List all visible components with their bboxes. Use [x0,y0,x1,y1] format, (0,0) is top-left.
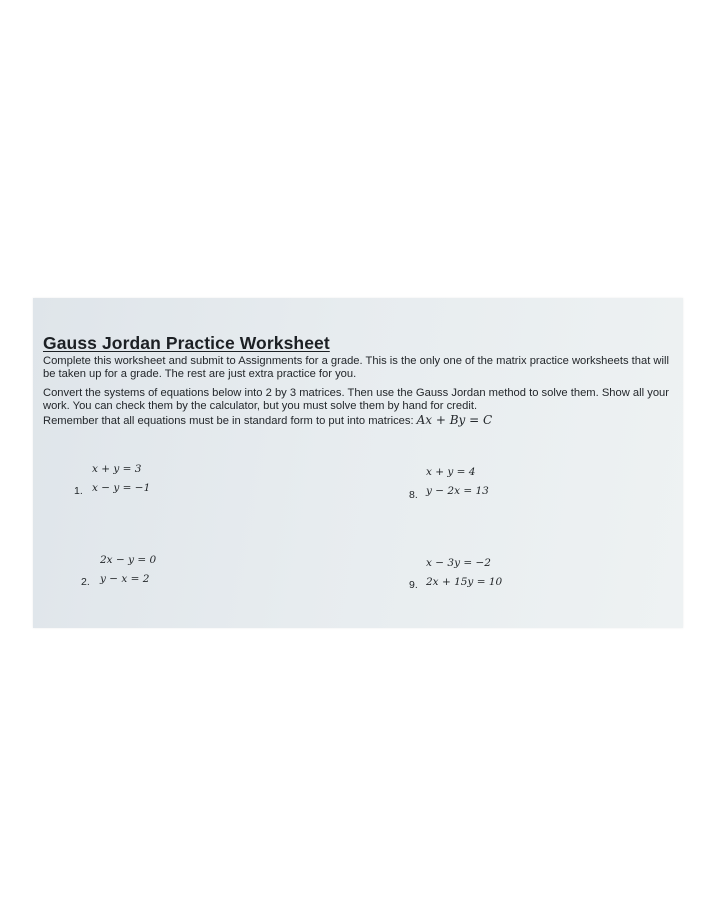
problem-9-number: 9. [409,579,418,591]
problem-9-equation-1: x − 3y = −2 [426,557,491,569]
instructions-paragraph: Convert the systems of equations below into 2 by 3 matrices. Then use the Gauss Jordan method to solve them. Show all your work. You can check them by the calculator, but you must solve them by hand for credit. [43,387,669,412]
problem-8-equation-2: y − 2x = 13 [426,485,489,497]
problem-1-number: 1. [74,485,83,497]
problem-2-number: 2. [81,576,90,588]
worksheet-title: Gauss Jordan Practice Worksheet [43,333,330,353]
problem-9-equation-2: 2x + 15y = 10 [426,576,503,588]
problem-1 [92,460,150,498]
worksheet [43,332,673,428]
problem-2-equation-2: y − x = 2 [100,573,150,585]
problem-2-equation-1: 2x − y = 0 [100,554,157,566]
problem-1-equation-2: x − y = −1 [92,482,151,494]
problem-2 [100,551,156,589]
problem-8-equation-1: x + y = 4 [426,466,476,478]
standard-form-formula: Ax + By = C [416,413,493,427]
problem-8 [426,463,489,501]
standard-form-text: Remember that all equations must be in standard form to put into matrices: [43,415,414,427]
intro-paragraph: Complete this worksheet and submit to Assignments for a grade. This is the only one of the matrix practice worksheets that will be taken up for a grade. The rest are just extra practice for you. [43,355,669,380]
problem-1-equation-1: x + y = 3 [92,463,142,475]
problem-8-number: 8. [409,489,418,501]
problem-9 [426,554,502,592]
standard-form-line [43,414,673,428]
